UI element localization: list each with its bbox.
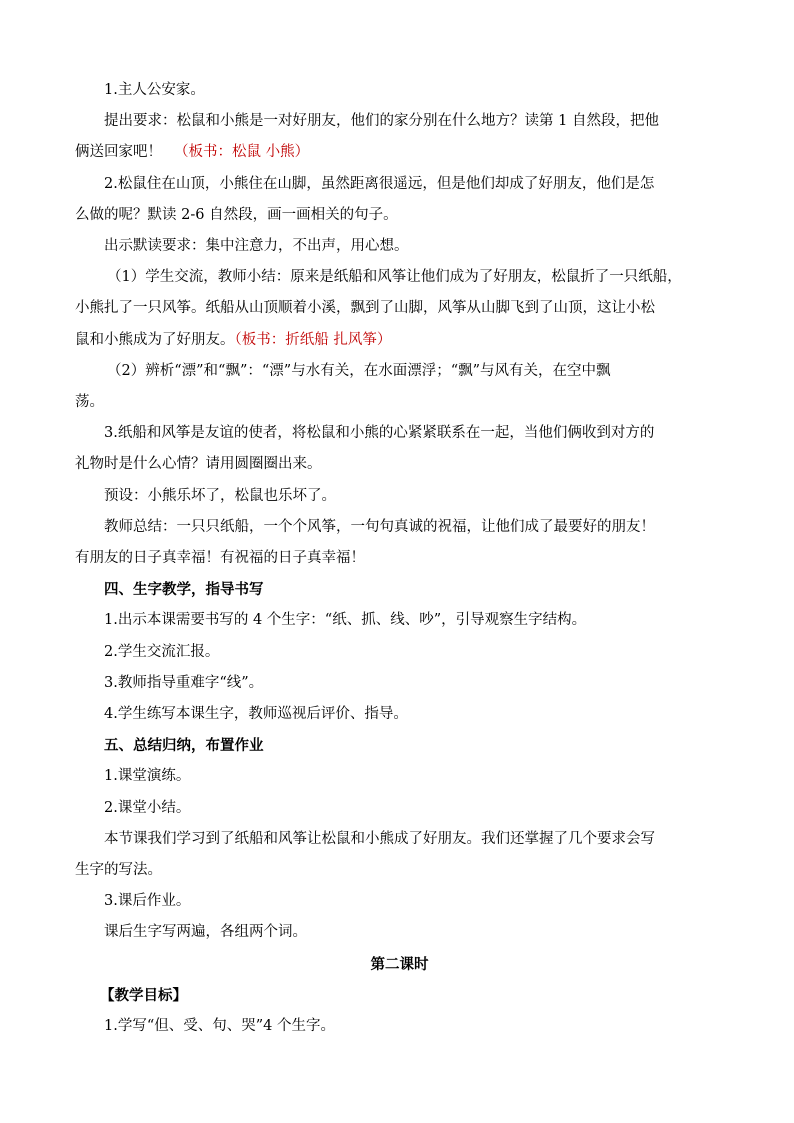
paragraph-line: （2）辨析“漂”和“飘”：“漂”与水有关，在水面漂浮；“飘”与风有关，在空中飘 <box>107 362 611 379</box>
paragraph-line: 荡。 <box>75 394 104 411</box>
paragraph-line: 教师总结：一只只纸船，一个个风筝，一句句真诚的祝福，让他们成了最要好的朋友！ <box>104 518 655 535</box>
line-text: 鼠和小熊成为了好朋友。 <box>75 331 235 348</box>
paragraph-line: 生字的写法。 <box>75 862 162 879</box>
paragraph-line: 1.学写“但、受、句、哭”4 个生字。 <box>104 1018 335 1035</box>
paragraph-line: 预设：小熊乐坏了，松鼠也乐坏了。 <box>104 487 336 504</box>
line-text: 俩送回家吧！ <box>75 144 162 161</box>
paragraph-line: 提出要求：松鼠和小熊是一对好朋友，他们的家分别在什么地方？读第 1 自然段，把他 <box>104 113 659 130</box>
paragraph-line: 么做的呢？默读 2-6 自然段，画一画相关的句子。 <box>75 206 398 223</box>
section-heading: 五、总结归纳，布置作业 <box>104 737 264 755</box>
paragraph-line: 4.学生练写本课生字，教师巡视后评价、指导。 <box>104 706 408 723</box>
paragraph-line: 2.松鼠住在山顶，小熊住在山脚，虽然距离很遥远，但是他们却成了好朋友，他们是怎 <box>104 175 655 192</box>
paragraph-line: 1.主人公安家。 <box>104 82 205 98</box>
section-heading: 四、生字教学，指导书写 <box>104 581 264 599</box>
paragraph-line: 有朋友的日子真幸福！有祝福的日子真幸福！ <box>75 550 365 567</box>
paragraph-line: 课后生字写两遍，各组两个词。 <box>104 924 307 941</box>
paragraph-line: 礼物时是什么心情？请用圆圈圈出来。 <box>75 456 322 473</box>
paragraph-line: 3.课后作业。 <box>104 893 191 910</box>
paragraph-line: 出示默读要求：集中注意力，不出声，用心想。 <box>104 238 409 255</box>
paragraph-line: 2.课堂小结。 <box>104 799 191 816</box>
paragraph-line: 1.出示本课需要书写的 4 个生字：“纸、抓、线、吵”，引导观察生字结构。 <box>104 612 587 629</box>
paragraph-line <box>75 325 724 356</box>
board-note: （板书：松鼠 小熊） <box>174 144 310 161</box>
board-note: （板书：折纸船 扎风筝） <box>234 331 392 348</box>
paragraph-line: （1）学生交流，教师小结：原来是纸船和风筝让他们成为了好朋友，松鼠折了一只纸船， <box>107 269 682 286</box>
lesson-title: 第二课时 <box>370 955 429 973</box>
paragraph-line: 2.学生交流汇报。 <box>104 643 220 660</box>
paragraph-line: 小熊扎了一只风筝。纸船从山顶顺着小溪，飘到了山脚，风筝从山脚飞到了山顶，这让小松 <box>75 300 655 317</box>
document-body <box>75 75 724 1042</box>
paragraph-line <box>75 137 724 168</box>
paragraph-line: 3.纸船和风筝是友谊的使者，将松鼠和小熊的心紧紧联系在一起，当他们俩收到对方的 <box>104 425 655 442</box>
paragraph-line: 1.课堂演练。 <box>104 768 191 785</box>
paragraph-line: 3.教师指导重难字“线”。 <box>104 674 264 691</box>
paragraph-line: 本节课我们学习到了纸船和风筝让松鼠和小熊成了好朋友。我们还掌握了几个要求会写 <box>104 830 655 847</box>
section-heading: 【教学目标】 <box>100 986 187 1004</box>
